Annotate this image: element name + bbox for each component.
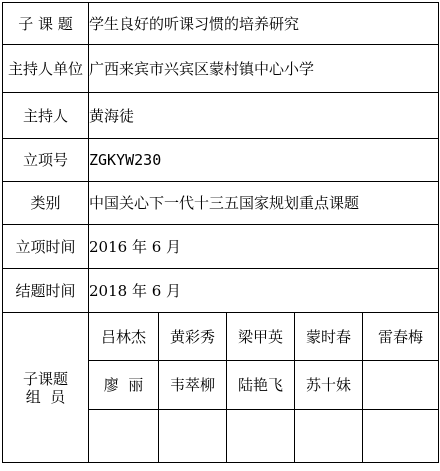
project-number-label: 立项号 [3, 139, 89, 182]
member-cell: 梁甲英 [227, 313, 295, 361]
row-host-unit [3, 45, 439, 93]
row-host [3, 93, 439, 139]
row-category [3, 182, 439, 225]
start-date-label: 立项时间 [3, 225, 89, 269]
group-label-line1: 子课题 [22, 369, 68, 388]
host-unit-label: 主持人单位 [3, 45, 89, 93]
row-members-1 [3, 313, 439, 361]
member-cell [227, 410, 295, 463]
category-label: 类别 [3, 182, 89, 225]
end-date-value: 2018 年 6 月 [89, 269, 439, 313]
group-members-label [3, 313, 89, 463]
row-subtopic [3, 3, 439, 45]
member-cell [295, 410, 363, 463]
project-number-value: ZGKYW230 [89, 139, 439, 182]
member-cell: 苏十妹 [295, 361, 363, 410]
member-cell [363, 361, 439, 410]
subtopic-label: 子 课 题 [3, 3, 89, 45]
host-unit-value: 广西来宾市兴宾区蒙村镇中心小学 [89, 45, 439, 93]
row-end-date [3, 269, 439, 313]
group-label-line2: 组 员 [25, 387, 66, 406]
member-cell [89, 410, 159, 463]
member-cell: 蒙时春 [295, 313, 363, 361]
start-date-value: 2016 年 6 月 [89, 225, 439, 269]
member-cell: 雷春梅 [363, 313, 439, 361]
row-start-date [3, 225, 439, 269]
member-cell [363, 410, 439, 463]
host-label: 主持人 [3, 93, 89, 139]
member-cell [159, 410, 227, 463]
member-cell: 廖 丽 [89, 361, 159, 410]
end-date-label: 结题时间 [3, 269, 89, 313]
member-cell: 黄彩秀 [159, 313, 227, 361]
project-info-table [2, 2, 439, 463]
row-project-number [3, 139, 439, 182]
member-cell: 吕林杰 [89, 313, 159, 361]
subtopic-value: 学生良好的听课习惯的培养研究 [89, 3, 439, 45]
member-cell: 陆艳飞 [227, 361, 295, 410]
member-cell: 韦萃柳 [159, 361, 227, 410]
host-value: 黄海徒 [89, 93, 439, 139]
category-value: 中国关心下一代十三五国家规划重点课题 [89, 182, 439, 225]
